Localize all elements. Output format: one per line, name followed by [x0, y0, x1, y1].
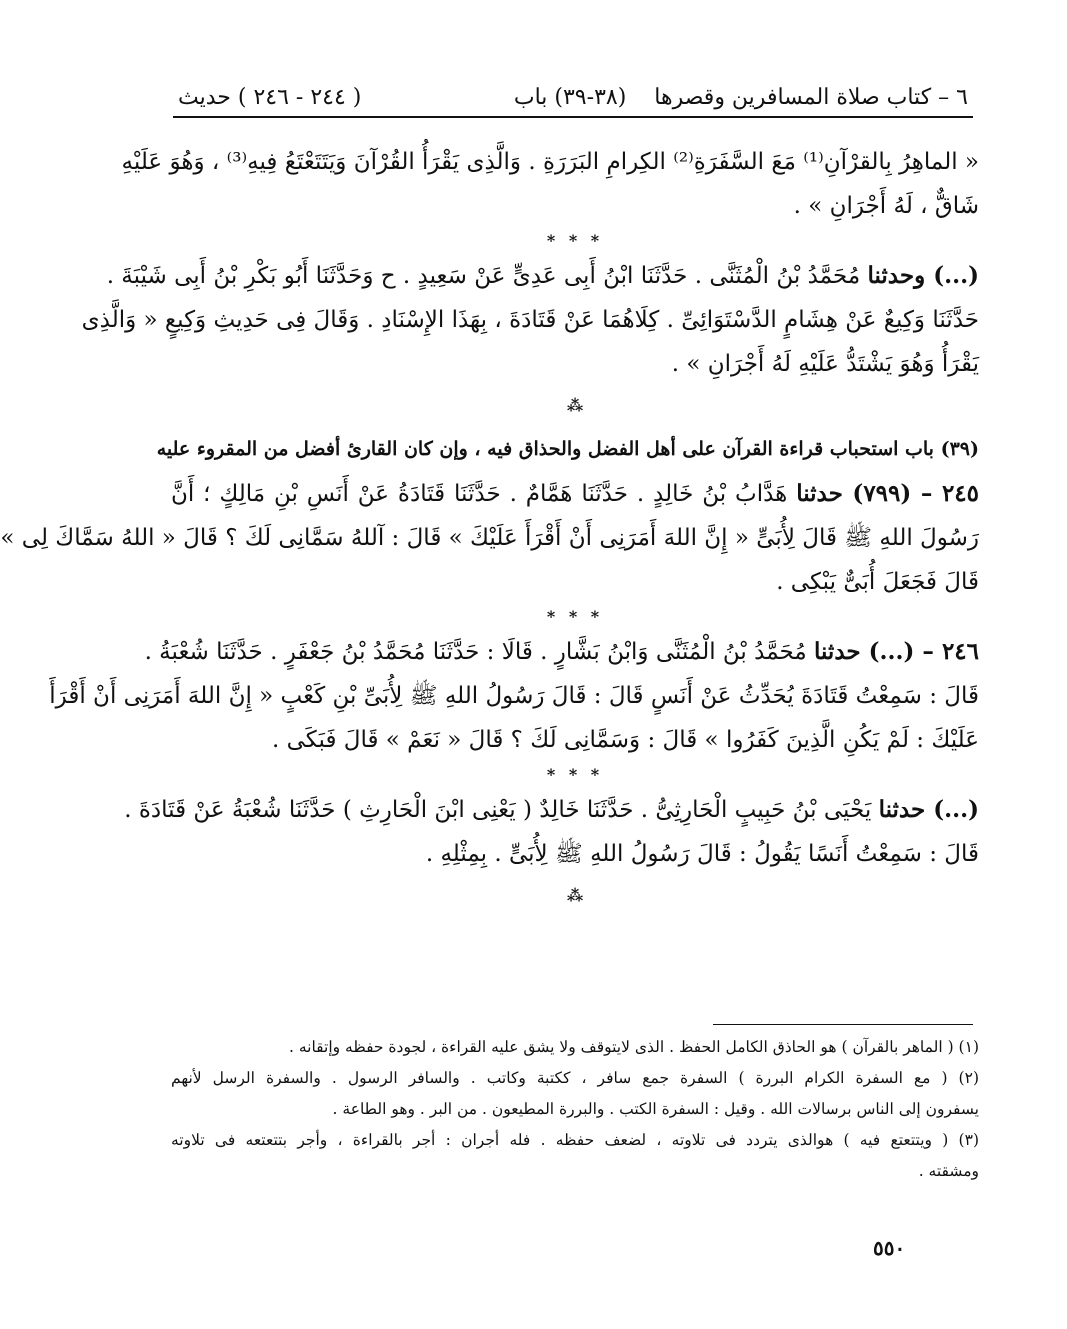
hadith-line: قَالَ فَجَعَلَ أُبَىٌّ يَبْكِى . — [776, 569, 979, 595]
chapter-heading: (٣٩) باب استحباب قراءة القرآن على أهل الفضل والحذاق فيه ، وإن كان القارئ أفضل من المقروء عليه — [156, 438, 979, 460]
main-text — [0, 140, 979, 916]
header-rule — [173, 116, 973, 118]
header-book-title: ٦ – كتاب صلاة المسافرين وقصرها (٣٨-٣٩) باب — [513, 84, 968, 110]
paragraph-line: « الماهِرُ بِالقرْآنِ⁽¹⁾ مَعَ السَّفَرَةِ⁽²⁾ الكِرامِ البَرَرَةِ . وَالَّذِى يَقْرَأُ القُرْآنَ وَيَتَتَعْتَعُ فِيهِ⁽³⁾ ، وَهُوَ عَلَيْهِ — [121, 149, 979, 175]
hadith-line: عَلَيْكَ : لَمْ يَكُنِ الَّذِينَ كَفَرُوا » قَالَ : وَسَمَّانِى لَكَ ؟ قَالَ « نَعَمْ » قَالَ فَبَكَى . — [272, 727, 979, 753]
paragraph-line: (...) حدثنا يَحْيَى بْنُ حَبِيبٍ الْحَارِثِىُّ . حَدَّثَنَا خَالِدٌ ( يَعْنِى ابْنَ الْحَارِثِ ) حَدَّثَنَا شُعْبَةُ عَنْ قَتَادَةَ . — [124, 796, 979, 823]
footnote-line: يسفرون إلى الناس برسالات الله . وقيل : السفرة الكتب . والبررة المطيعون . من البر . وهو الطاعة . — [332, 1100, 979, 1118]
footnote-line: (١) ( الماهر بالقرآن ) هو الحاذق الكامل الحفظ . الذى لايتوقف ولا يشق عليه القراءة ، لجودة حفظه وإتقانه . — [288, 1038, 979, 1056]
paragraph-line: شَاقٌّ ، لَهُ أَجْرَانِ » . — [793, 193, 979, 219]
paragraph-line: حَدَّثَنَا وَكِيعٌ عَنْ هِشَامٍ الدَّسْتَوَائِىِّ . كِلَاهُمَا عَنْ قَتَادَةَ ، بِهَذَا الإِسْنَادِ . وَقَالَ فِى حَدِيثِ وَكِيعٍ « وَالَّذِى — [81, 307, 979, 333]
footnote-line: (٢) ( مع السفرة الكرام البررة ) السفرة جمع سافر ، ككتبة وكاتب . والسافر الرسول . والسفرة الرسل لأنهم — [171, 1069, 979, 1087]
hadith-number-245: ٢٤٥ – (٧٩٩) حدثنا — [796, 480, 979, 507]
section-stars: * * * — [546, 607, 604, 626]
running-header — [178, 82, 968, 112]
section-stars: * * * — [546, 765, 604, 784]
section-asterism: ⁂ — [566, 886, 584, 905]
hadith-line: ٢٤٥ – (٧٩٩) حدثنا هَدَّابُ بْنُ خَالِدٍ . حَدَّثَنَا هَمَّامٌ . حَدَّثَنَا قَتَادَةُ عَنْ أَنَسِ بْنِ مَالِكٍ ؛ أَنَّ — [171, 480, 979, 507]
hadith-line: قَالَ : سَمِعْتُ قَتَادَةَ يُحَدِّثُ عَنْ أَنَسٍ قَالَ : قَالَ رَسُولُ اللهِ ﷺ لِأُبَىِّ بْنِ كَعْبٍ « إِنَّ اللهَ أَمَرَنِى أَنْ أَقْرَأَ — [49, 683, 979, 709]
footnote-line: (٣) ( ويتتعتع فيه ) هوالذى يتردد فى تلاوته ، لضعف حفظه . فله أجران : أجر بالقراءة ، وأجر بتتعتعه فى تلاوته — [171, 1131, 979, 1149]
paragraph-line: قَالَ : سَمِعْتُ أَنَسًا يَقُولُ : قَالَ رَسُولُ اللهِ ﷺ لِأُبَىٍّ . بِمِثْلِهِ . — [425, 841, 979, 867]
section-asterism: ⁂ — [566, 396, 584, 415]
narration-prefix: (...) حدثنا — [878, 796, 979, 823]
paragraph-line: (...) وحدثنا مُحَمَّدُ بْنُ الْمُثَنَّى . حَدَّثَنَا ابْنُ أَبِى عَدِىٍّ عَنْ سَعِيدٍ . ح وَحَدَّثَنَا أَبُو بَكْرِ بْنُ أَبِى شَيْبَةَ . — [106, 262, 979, 289]
hadith-line: ٢٤٦ – (...) حدثنا مُحَمَّدُ بْنُ الْمُثَنَّى وَابْنُ بَشَّارٍ . قَالَا : حَدَّثَنَا مُحَمَّدُ بْنُ جَعْفَرٍ . حَدَّثَنَا شُعْبَةُ . — [144, 638, 979, 665]
paragraph-line: يَقْرَأُ وَهُوَ يَشْتَدُّ عَلَيْهِ لَهُ أَجْرَانِ » . — [671, 351, 979, 377]
footnote-rule — [713, 1024, 973, 1025]
footnotes — [171, 1032, 979, 1187]
header-chapter-ref: (٣٨-٣٩) باب — [513, 84, 627, 110]
header-hadith-range: ( ٢٤٤ - ٢٤٦ ) حديث — [178, 84, 362, 110]
footnote-line: ومشقته . — [918, 1162, 979, 1180]
hadith-number-246: ٢٤٦ – (...) حدثنا — [813, 638, 979, 665]
hadith-line: رَسُولَ اللهِ ﷺ قَالَ لِأُبَىٍّ « إِنَّ اللهَ أَمَرَنِى أَنْ أَقْرَأَ عَلَيْكَ » قَالَ : آللهُ سَمَّانِى لَكَ ؟ قَالَ « اللهُ سَمَّاكَ لِى » — [0, 525, 979, 551]
section-stars: * * * — [546, 231, 604, 250]
page-number: ٥٥٠ — [873, 1236, 906, 1260]
narration-prefix: (...) وحدثنا — [867, 262, 979, 289]
